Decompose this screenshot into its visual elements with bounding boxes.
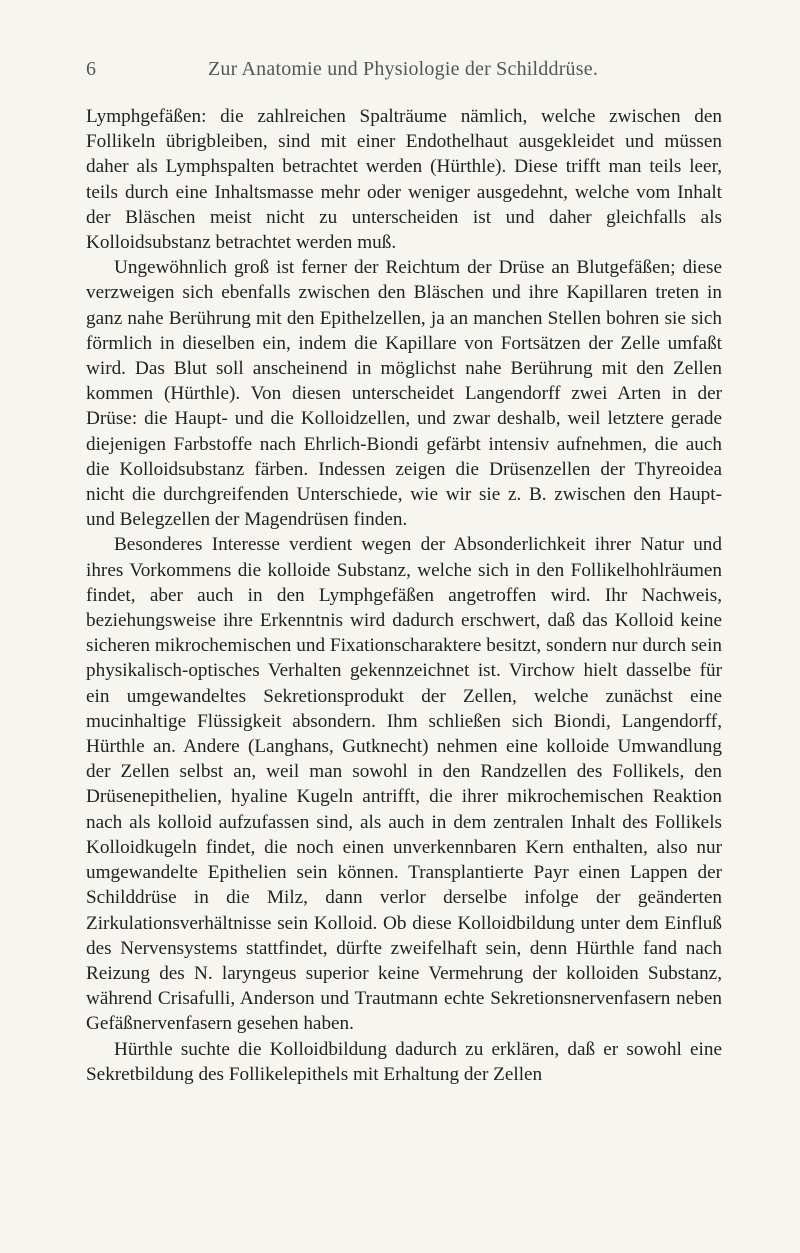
paragraph-colloid-substance: Besonderes Interesse verdient wegen der Absonderlichkeit ihrer Natur und ihres Vorkommens die kolloide Substanz, welche sich in den Follikelhohlräumen findet, aber auch in den Lymphgefäßen angetroffen wird. Ihr Nachweis, beziehungsweise ihre Erkenntnis wird dadurch erschwert, daß das Kolloid keine sicheren mikrochemischen und Fixationscharaktere besitzt, sondern nur durch sein physikalisch-optisches Verhalten gekennzeichnet ist. Virchow hielt dasselbe für ein umgewandeltes Sekretionsprodukt der Zellen, welche zunächst eine mucinhaltige Flüssigkeit absondern. Ihm schließen sich Biondi, Langendorff, Hürthle an. Andere (Langhans, Gutknecht) nehmen eine kolloide Umwandlung der Zellen selbst an, weil man sowohl in den Randzellen des Follikels, den Drüsenepithelien, hyaline Kugeln antrifft, die ihrer mikrochemischen Reaktion nach als kolloid aufzufassen sind, als auch in dem zentralen Inhalt des Follikels Kolloidkugeln findet, die noch einen unverkennbaren Kern enthalten, also nur umgewandelte Epithelien sein können. Transplantierte Payr einen Lappen der Schilddrüse in die Milz, dann verlor derselbe infolge der geänderten Zirkulationsverhältnisse sein Kolloid. Ob diese Kolloidbildung unter dem Einfluß des Nervensystems stattfindet, dürfte zweifelhaft sein, denn Hürthle fand nach Reizung des N. laryngeus superior keine Vermehrung der kolloiden Substanz, während Crisafulli, Anderson und Trautmann echte Sekretionsnervenfasern neben Gefäßnervenfasern gesehen haben. [86,534,722,1035]
page-number: 6 [86,58,96,80]
paragraph-hurthle-explanation: Hürthle suchte die Kolloidbildung dadurch zu erklären, daß er sowohl eine Sekretbildung des Follikelepithels mit Erhaltung der Zellen [86,1038,722,1085]
running-title: Zur Anatomie und Physiologie der Schilddrüse. [207,58,599,80]
paragraph-lymphatic-vessels: Lymphgefäßen: die zahlreichen Spalträume nämlich, welche zwischen den Follikeln übrigbleiben, sind mit einer Endothelhaut ausgekleidet und müssen daher als Lymphspalten betrachtet werden (Hürthle). Diese trifft man teils leer, teils durch eine Inhaltsmasse mehr oder weniger ausgedehnt, welche vom Inhalt der Bläschen meist nicht zu unterscheiden ist und daher gleichfalls als Kolloidsubstanz betrachtet werden muß. [86,106,722,254]
paragraph-blood-vessels: Ungewöhnlich groß ist ferner der Reichtum der Drüse an Blutgefäßen; diese verzweigen sich ebenfalls zwischen den Bläschen und ihre Kapillaren treten in ganz nahe Berührung mit den Epithelzellen, ja an manchen Stellen bohren sie sich förmlich in dieselben ein, indem die Kapillare von Fortsätzen der Zelle umfaßt wird. Das Blut soll anscheinend in möglichst nahe Berührung mit den Zellen kommen (Hürthle). Von diesen unterscheidet Langendorff zwei Arten in der Drüse: die Haupt- und die Kolloidzellen, und zwar deshalb, weil letztere gerade diejenigen Farbstoffe nach Ehrlich-Biondi gefärbt intensiv aufnehmen, die auch die Kolloidsubstanz färben. Indessen zeigen die Drüsenzellen der Thyreoidea nicht die durchgreifenden Unterschiede, wie wir sie z. B. zwischen den Haupt- und Belegzellen der Magendrüsen finden. [86,257,722,531]
running-header [86,58,720,86]
body-text [86,104,722,1087]
